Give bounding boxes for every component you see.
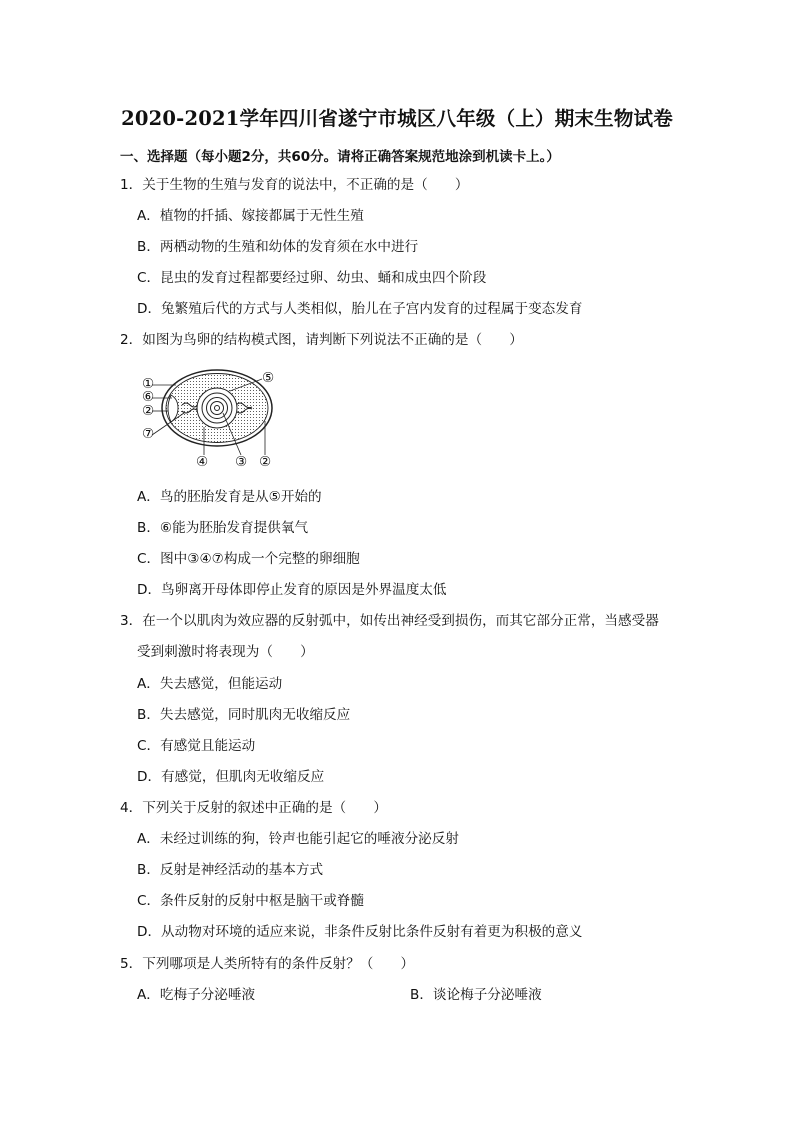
question-2-option-d[interactable]: D．鸟卵离开母体即停止发育的原因是外界温度太低 [137, 582, 447, 598]
question-1-option-d[interactable]: D．兔繁殖后代的方式与人类相似，胎儿在子宫内发育的过程属于变态发育 [137, 301, 583, 317]
section-heading: 一、选择题（每小题2分，共60分。请将正确答案规范地涂到机读卡上。） [120, 149, 560, 165]
diagram-label-7: ⑦ [142, 426, 155, 442]
question-3-option-a[interactable]: A．失去感觉，但能运动 [137, 676, 283, 692]
diagram-label-2-left: ② [142, 403, 155, 419]
question-4-stem: 4．下列关于反射的叙述中正确的是（ ） [120, 800, 387, 816]
question-1-stem: 1．关于生物的生殖与发育的说法中，不正确的是（ ） [120, 177, 469, 193]
question-3-option-b[interactable]: B．失去感觉，同时肌肉无收缩反应 [137, 707, 351, 723]
question-4-option-c[interactable]: C．条件反射的反射中枢是脑干或脊髓 [137, 893, 364, 909]
question-5-option-b[interactable]: B．谈论梅子分泌唾液 [410, 987, 542, 1003]
question-2-option-c[interactable]: C．图中③④⑦构成一个完整的卵细胞 [137, 551, 360, 567]
diagram-label-6: ⑥ [142, 389, 155, 405]
diagram-label-3: ③ [235, 454, 248, 470]
question-2-stem: 2．如图为鸟卵的结构模式图，请判断下列说法不正确的是（ ） [120, 332, 523, 348]
question-3-option-c[interactable]: C．有感觉且能运动 [137, 738, 256, 754]
question-3-stem-line1: 3．在一个以肌肉为效应器的反射弧中，如传出神经受到损伤，而其它部分正常，当感受器 [120, 613, 659, 629]
page-title: 2020-2021学年四川省遂宁市城区八年级（上）期末生物试卷 [121, 107, 673, 130]
question-2-option-a[interactable]: A．鸟的胚胎发育是从⑤开始的 [137, 489, 322, 505]
question-4-option-d[interactable]: D．从动物对环境的适应来说，非条件反射比条件反射有着更为积极的意义 [137, 924, 583, 940]
yolk-outer [197, 388, 237, 428]
question-5-stem: 5．下列哪项是人类所特有的条件反射？（ ） [120, 956, 415, 972]
egg-structure-diagram [138, 365, 280, 473]
question-4-option-a[interactable]: A．未经过训练的狗，铃声也能引起它的唾液分泌反射 [137, 831, 459, 847]
question-2-option-b[interactable]: B．⑥能为胚胎发育提供氧气 [137, 520, 309, 536]
diagram-label-5: ⑤ [262, 370, 275, 386]
question-4-option-b[interactable]: B．反射是神经活动的基本方式 [137, 862, 324, 878]
question-5-option-a[interactable]: A．吃梅子分泌唾液 [137, 987, 256, 1003]
diagram-label-4: ④ [196, 454, 209, 470]
question-3-stem-line2: 受到刺激时将表现为（ ） [137, 644, 314, 660]
diagram-label-1: ① [142, 376, 155, 392]
question-3-option-d[interactable]: D．有感觉，但肌肉无收缩反应 [137, 769, 325, 785]
question-1-option-a[interactable]: A．植物的扦插、嫁接都属于无性生殖 [137, 208, 364, 224]
question-1-option-c[interactable]: C．昆虫的发育过程都要经过卵、幼虫、蛹和成虫四个阶段 [137, 270, 487, 286]
diagram-label-2-bottom: ② [259, 454, 272, 470]
question-1-option-b[interactable]: B．两栖动物的生殖和幼体的发育须在水中进行 [137, 239, 419, 255]
